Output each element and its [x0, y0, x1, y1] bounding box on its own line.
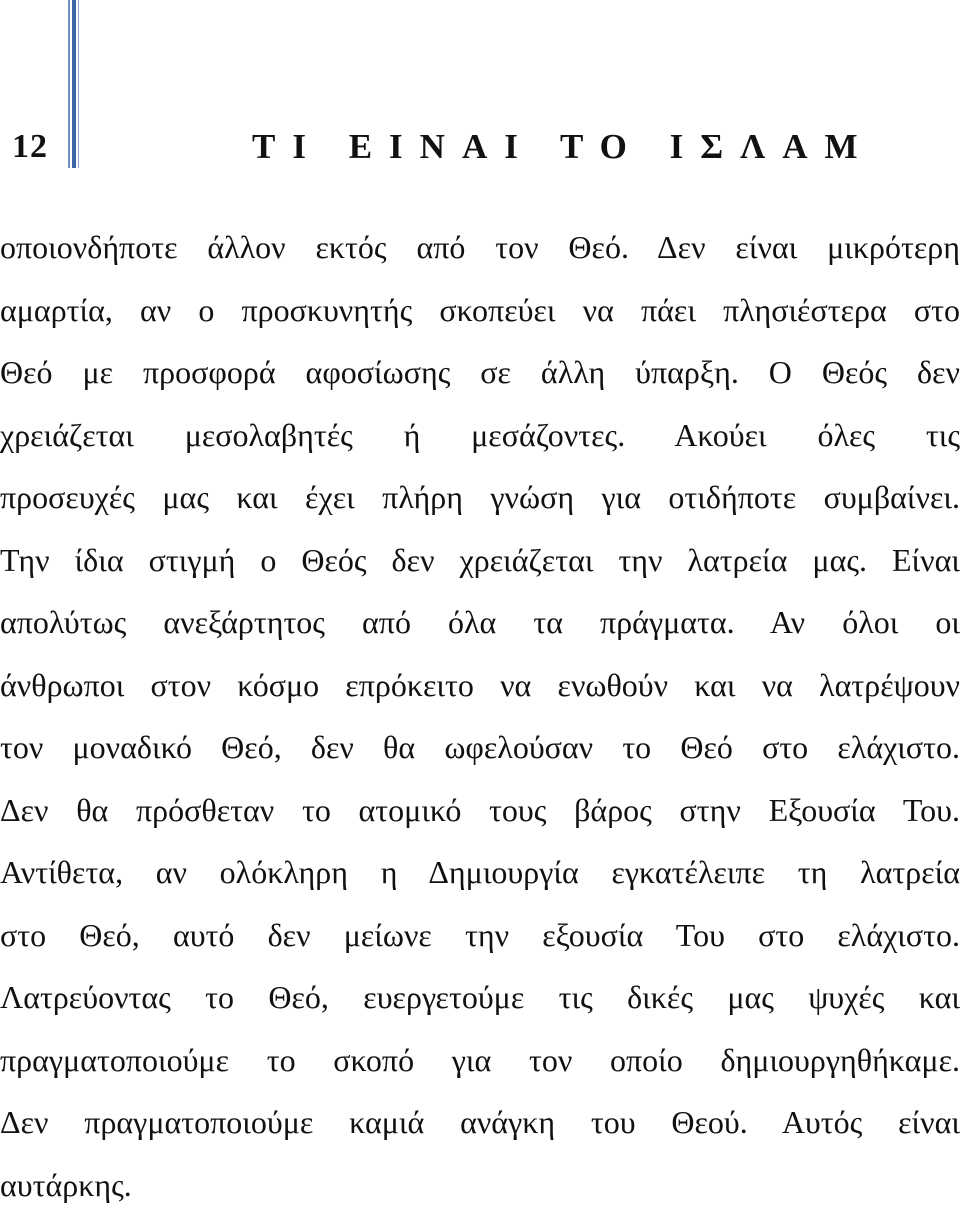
- text-line: αυτάρκης.: [0, 1154, 960, 1216]
- text-line: Δεν πραγματοποιούμε καμιά ανάγκη του Θεού. Αυτός είναι: [0, 1091, 960, 1154]
- header-decorative-rules: [68, 0, 80, 168]
- vertical-rule: [78, 0, 79, 168]
- running-title: ΤΙ ΕΙΝΑΙ ΤΟ ΙΣΛΑΜ: [252, 123, 875, 171]
- text-line: προσευχές μας και έχει πλήρη γνώση για οτιδήποτε συμβαίνει.: [0, 466, 960, 529]
- text-line: άνθρωποι στον κόσμο επρόκειτο να ενωθούν και να λατρέψουν: [0, 654, 960, 717]
- text-line: αμαρτία, αν ο προσκυνητής σκοπεύει να πάει πλησιέστερα στο: [0, 279, 960, 342]
- text-line: πραγματοποιούμε το σκοπό για τον οποίο δημιουργηθήκαμε.: [0, 1029, 960, 1092]
- page-number: 12: [12, 123, 48, 171]
- text-line: Αντίθετα, αν ολόκληρη η Δημιουργία εγκατέλειπε τη λατρεία: [0, 841, 960, 904]
- text-line: τον μοναδικό Θεό, δεν θα ωφελούσαν το Θεό στο ελάχιστο.: [0, 716, 960, 779]
- text-line: Θεό με προσφορά αφοσίωσης σε άλλη ύπαρξη. Ο Θεός δεν: [0, 341, 960, 404]
- text-line: απολύτως ανεξάρτητος από όλα τα πράγματα. Αν όλοι οι: [0, 591, 960, 654]
- text-line: Την ίδια στιγμή ο Θεός δεν χρειάζεται την λατρεία μας. Είναι: [0, 529, 960, 592]
- vertical-rule: [68, 0, 70, 168]
- text-line: Λατρεύοντας το Θεό, ευεργετούμε τις δικές μας ψυχές και: [0, 966, 960, 1029]
- vertical-rule: [72, 0, 76, 168]
- body-paragraph: [0, 216, 960, 1216]
- text-line: στο Θεό, αυτό δεν μείωνε την εξουσία Του στο ελάχιστο.: [0, 904, 960, 967]
- text-line: οποιονδήποτε άλλον εκτός από τον Θεό. Δεν είναι μικρότερη: [0, 216, 960, 279]
- text-line: Δεν θα πρόσθεταν το ατομικό τους βάρος στην Εξουσία Του.: [0, 779, 960, 842]
- text-line: χρειάζεται μεσολαβητές ή μεσάζοντες. Ακούει όλες τις: [0, 404, 960, 467]
